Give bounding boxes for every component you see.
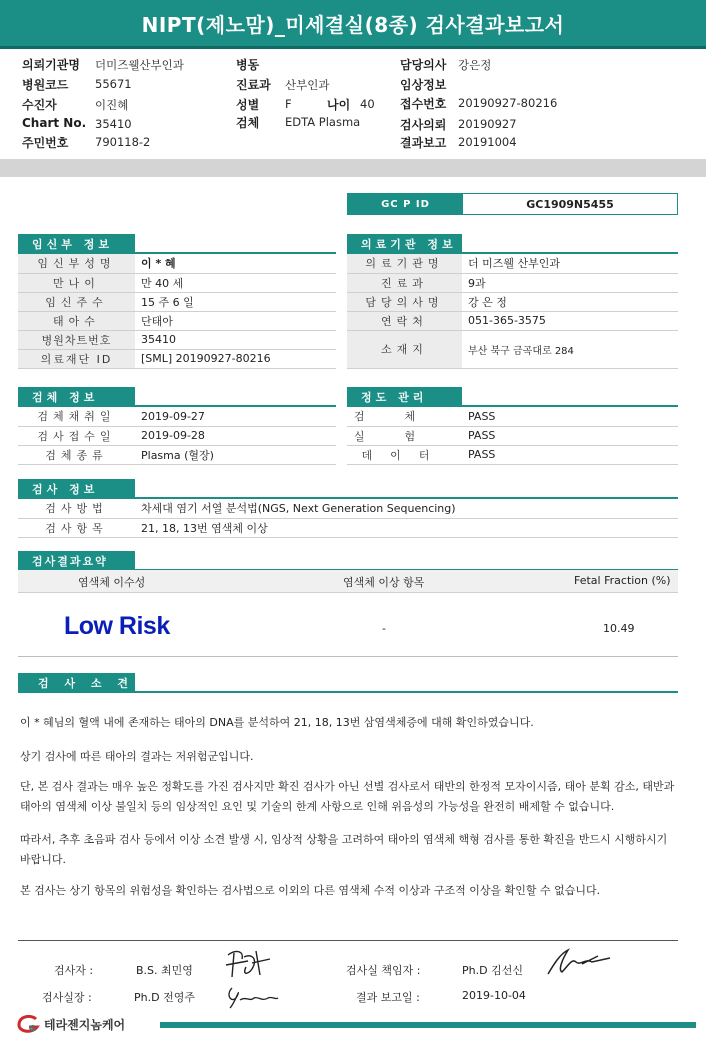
field-value: PASS bbox=[462, 407, 678, 426]
qc-table bbox=[347, 407, 678, 465]
field-label: 소재지 bbox=[347, 330, 462, 368]
header-value: 20190927 bbox=[458, 117, 517, 131]
field-value: 35410 bbox=[135, 330, 336, 349]
report-date-value: 2019-10-04 bbox=[462, 989, 526, 1002]
table-row bbox=[18, 426, 336, 445]
finding-paragraph: 단, 본 검사 결과는 매우 높은 정확도를 가진 검사지만 확진 검사가 아닌 선별 검사로서 태반의 한정적 모자이시즘, 태아 분획 감소, 태반과 태아의 염색체 이상 불일치 등의 임상적인 요인 및 기술의 한계 사항으로 인해 위음성의 가능성을 완전히 배제할 수 없습니다. bbox=[20, 780, 675, 813]
finding-paragraph: 본 검사는 상기 항목의 위험성을 확인하는 검사법으로 이외의 다른 염색체 수적 이상과 구조적 이상을 확인할 수 없습니다. bbox=[20, 884, 601, 897]
field-label: 만나이 bbox=[18, 273, 135, 292]
field-value: 15 주 6 일 bbox=[135, 292, 336, 311]
header-label: 수진자 bbox=[22, 98, 57, 112]
fetal-fraction-value: 10.49 bbox=[603, 622, 635, 635]
summary-col-header: Fetal Fraction (%) bbox=[574, 574, 671, 587]
field-value: 강 은 정 bbox=[462, 292, 678, 311]
gc-pid-label: GC P ID bbox=[348, 194, 463, 214]
field-label: 의료기관명 bbox=[347, 254, 462, 273]
tester-label: 검사자 : bbox=[54, 964, 94, 977]
table-row bbox=[18, 273, 336, 292]
field-label: 검사접수일 bbox=[18, 426, 135, 445]
header-value: 40 bbox=[360, 97, 375, 111]
header-label: 검체 bbox=[236, 116, 260, 130]
field-value: 부산 북구 금곡대로 284 bbox=[462, 330, 678, 368]
footer-bar bbox=[160, 1022, 696, 1028]
section-underline bbox=[18, 691, 678, 693]
table-row bbox=[18, 445, 336, 464]
chief-label: 검사실 책임자 : bbox=[346, 964, 421, 977]
field-label: 검사방법 bbox=[18, 499, 135, 518]
signature-divider bbox=[18, 940, 678, 941]
finding-paragraph: 이 * 혜님의 혈액 내에 존재하는 태아의 DNA를 분석하여 21, 18, 13번 삼염색체증에 대해 확인하였습니다. bbox=[20, 716, 534, 729]
header-value: 강은정 bbox=[458, 58, 492, 72]
field-value: 9과 bbox=[462, 273, 678, 292]
header-separator bbox=[0, 159, 706, 177]
field-value: 더 미즈웰 산부인과 bbox=[462, 254, 678, 273]
header-value: 55671 bbox=[95, 77, 132, 91]
field-label: 검사항목 bbox=[18, 518, 135, 537]
header-label: 진료과 bbox=[236, 78, 271, 92]
patient-section-title: 임신부 정보 bbox=[18, 234, 135, 254]
header-value: 35410 bbox=[95, 117, 132, 131]
field-label: 검체종류 bbox=[18, 445, 135, 464]
field-label: 데이터 bbox=[347, 445, 462, 464]
field-value: PASS bbox=[462, 445, 678, 464]
table-row bbox=[18, 254, 336, 273]
header-label: 나이 bbox=[327, 98, 351, 112]
tester-name: B.S. 최민영 bbox=[136, 964, 193, 977]
field-label: 실험 bbox=[347, 426, 462, 445]
header-label: 병원코드 bbox=[22, 78, 69, 92]
field-label: 담당의사명 bbox=[347, 292, 462, 311]
field-value: 차세대 염기 서열 분석법(NGS, Next Generation Sequencing) bbox=[135, 499, 678, 518]
report-title bbox=[0, 0, 706, 49]
field-value: 2019-09-28 bbox=[135, 426, 336, 445]
header-value: EDTA Plasma bbox=[285, 115, 361, 129]
table-row bbox=[18, 499, 678, 518]
table-row bbox=[18, 349, 336, 368]
clinic-section-title: 의료기관 정보 bbox=[347, 234, 462, 254]
patient-name: 이 * 혜 bbox=[135, 254, 336, 273]
field-value: 21, 18, 13번 염색체 이상 bbox=[135, 518, 678, 537]
header-label: 임상정보 bbox=[400, 78, 447, 92]
header-value: 이진혜 bbox=[95, 98, 129, 112]
summary-divider bbox=[18, 656, 678, 657]
gc-pid-value: GC1909N5455 bbox=[526, 197, 614, 211]
field-value: 만 40 세 bbox=[135, 273, 336, 292]
header-label: 병동 bbox=[236, 58, 260, 72]
risk-result: Low Risk bbox=[64, 612, 170, 640]
company-logo bbox=[16, 1015, 42, 1033]
field-label: 임신주수 bbox=[18, 292, 135, 311]
summary-col-header: 염색체 이수성 bbox=[78, 576, 146, 589]
header-label: 결과보고 bbox=[400, 136, 447, 150]
header-label: 주민번호 bbox=[22, 136, 69, 150]
findings-section-title: 검 사 소 견 bbox=[18, 673, 135, 693]
header-label: 의뢰기관명 bbox=[22, 58, 80, 72]
field-label: 검체 bbox=[347, 407, 462, 426]
clinic-table bbox=[347, 254, 678, 369]
finding-paragraph: 상기 검사에 따른 태아의 결과는 저위험군입니다. bbox=[20, 750, 254, 763]
header-value: 20190927-80216 bbox=[458, 96, 558, 110]
chief-signature-icon bbox=[542, 944, 616, 980]
table-row bbox=[347, 426, 678, 445]
summary-header-row bbox=[18, 570, 678, 593]
table-row bbox=[18, 330, 336, 349]
field-label: 의료재단 ID bbox=[18, 349, 135, 368]
head-label: 검사실장 : bbox=[42, 991, 92, 1004]
qc-section-title: 정도 관리 bbox=[347, 387, 462, 407]
field-value: 051-365-3575 bbox=[462, 311, 678, 330]
field-label: 진료과 bbox=[347, 273, 462, 292]
chief-name: Ph.D 김선신 bbox=[462, 964, 523, 977]
field-label: 연락처 bbox=[347, 311, 462, 330]
table-row bbox=[347, 407, 678, 426]
summary-col-header: 염색체 이상 항목 bbox=[343, 576, 425, 589]
head-name: Ph.D 전영주 bbox=[134, 991, 195, 1004]
table-row bbox=[347, 311, 678, 330]
finding-paragraph: 따라서, 추후 초음파 검사 등에서 이상 소견 발생 시, 임상적 상황을 고려하여 태아의 염색체 핵형 검사를 통한 확진을 반드시 시행하시기 바랍니다. bbox=[20, 833, 668, 866]
test-section-title: 검사 정보 bbox=[18, 479, 135, 499]
field-value: PASS bbox=[462, 426, 678, 445]
table-row bbox=[18, 407, 336, 426]
header-label: 검사의뢰 bbox=[400, 118, 447, 132]
field-value: 2019-09-27 bbox=[135, 407, 336, 426]
specimen-section-title: 검체 정보 bbox=[18, 387, 135, 407]
header-value: 더미즈웰산부인과 bbox=[95, 58, 184, 72]
logo-mark-letter: G bbox=[29, 1024, 36, 1033]
field-value: 단태아 bbox=[135, 311, 336, 330]
header-label: 접수번호 bbox=[400, 97, 447, 111]
header-label: 담당의사 bbox=[400, 58, 447, 72]
head-signature-icon bbox=[224, 982, 280, 1010]
field-label: 병원차트번호 bbox=[18, 330, 135, 349]
table-row bbox=[347, 330, 678, 368]
tester-signature-icon bbox=[222, 945, 274, 985]
field-value: [SML] 20190927-80216 bbox=[135, 349, 336, 368]
header-label: Chart No. bbox=[22, 116, 87, 130]
summary-section-title: 검사결과요약 bbox=[18, 551, 135, 571]
field-label: 태아수 bbox=[18, 311, 135, 330]
header-value: 790118-2 bbox=[95, 135, 151, 149]
table-row bbox=[18, 518, 678, 537]
logo-mark-icon bbox=[16, 1015, 42, 1033]
header-value: 20191004 bbox=[458, 135, 517, 149]
field-label: 임신부성명 bbox=[18, 254, 135, 273]
report-date-label: 결과 보고일 : bbox=[356, 991, 420, 1004]
field-label: 검체채취일 bbox=[18, 407, 135, 426]
table-row bbox=[347, 273, 678, 292]
table-row bbox=[347, 254, 678, 273]
table-row bbox=[18, 292, 336, 311]
specimen-table bbox=[18, 407, 336, 465]
test-table bbox=[18, 499, 678, 538]
table-row bbox=[347, 445, 678, 464]
abnormal-item-value: - bbox=[382, 622, 386, 635]
header-value: 산부인과 bbox=[285, 78, 330, 92]
gc-pid-box bbox=[347, 193, 678, 215]
field-value: Plasma (혈장) bbox=[135, 445, 336, 464]
table-row bbox=[18, 311, 336, 330]
company-name: 테라젠지놈케어 bbox=[44, 1018, 126, 1032]
header-value: F bbox=[285, 97, 292, 111]
header-info bbox=[0, 49, 706, 159]
patient-table bbox=[18, 254, 336, 369]
report-title-text: NIPT(제노맘)_미세결실(8종) 검사결과보고서 bbox=[141, 12, 565, 37]
table-row bbox=[347, 292, 678, 311]
header-label: 성별 bbox=[236, 98, 260, 112]
